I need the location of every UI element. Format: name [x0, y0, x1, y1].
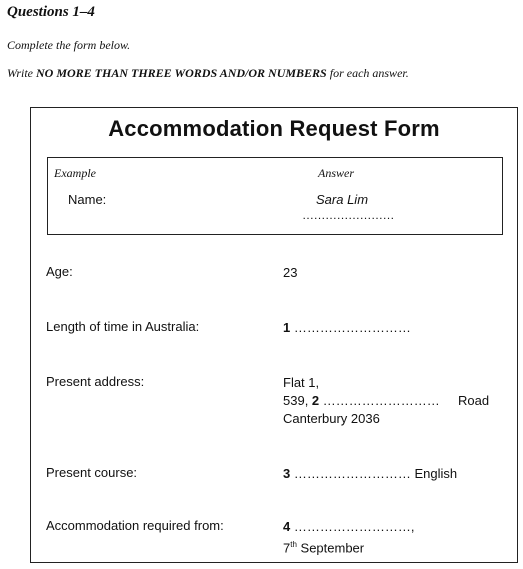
date-day: 7 [283, 540, 291, 556]
required-from-value [283, 518, 414, 557]
answer-label: Answer [318, 166, 354, 180]
answer-blank-3[interactable] [283, 465, 457, 483]
instruction-prefix: Write [7, 66, 36, 80]
example-answer-value: Sara Lim [316, 192, 369, 207]
blank-dots-2: ……………………… [319, 393, 440, 408]
address-line-3: Canterbury 2036 [283, 411, 380, 426]
blank-dots-3: ……………………… [290, 466, 411, 481]
example-field-label: Name: [68, 192, 107, 207]
answer-blank-2[interactable] [283, 392, 440, 410]
instruction-suffix: for each answer. [326, 66, 409, 80]
accommodation-form [30, 107, 518, 563]
question-number-1: 1 [283, 320, 291, 335]
example-box [47, 157, 503, 235]
example-dotted-line: …………………… [302, 208, 394, 222]
age-value: 23 [283, 265, 298, 280]
address-line-1: Flat 1, [283, 375, 320, 390]
question-number-2: 2 [311, 393, 320, 408]
course-suffix: English [410, 466, 458, 481]
answer-blank-1[interactable] [283, 319, 411, 337]
question-number-3: 3 [283, 466, 291, 481]
address-street-number: 539, [283, 393, 312, 408]
required-from-label: Accommodation required from: [46, 518, 224, 533]
present-address-label: Present address: [46, 374, 145, 389]
form-title: Accommodation Request Form [108, 116, 440, 141]
question-number-4: 4 [283, 519, 291, 534]
date-line [283, 536, 414, 557]
date-month: September [296, 540, 365, 556]
answer-blank-4[interactable] [283, 518, 414, 536]
instruction-complete-form: Complete the form below. [7, 38, 131, 52]
age-label: Age: [46, 264, 73, 279]
blank-dots-4: ………………………, [290, 519, 415, 534]
instruction-emphasis: NO MORE THAN THREE WORDS AND/OR NUMBERS [36, 66, 327, 80]
present-address-value [283, 374, 490, 428]
questions-heading: Questions 1–4 [7, 4, 95, 20]
blank-dots-1: ……………………… [290, 320, 411, 335]
date-ordinal: th [290, 540, 297, 549]
present-course-label: Present course: [46, 465, 138, 480]
address-road-suffix: Road [458, 393, 490, 408]
instruction-word-limit [7, 66, 409, 81]
length-of-time-label: Length of time in Australia: [46, 319, 200, 334]
example-label: Example [54, 166, 96, 180]
